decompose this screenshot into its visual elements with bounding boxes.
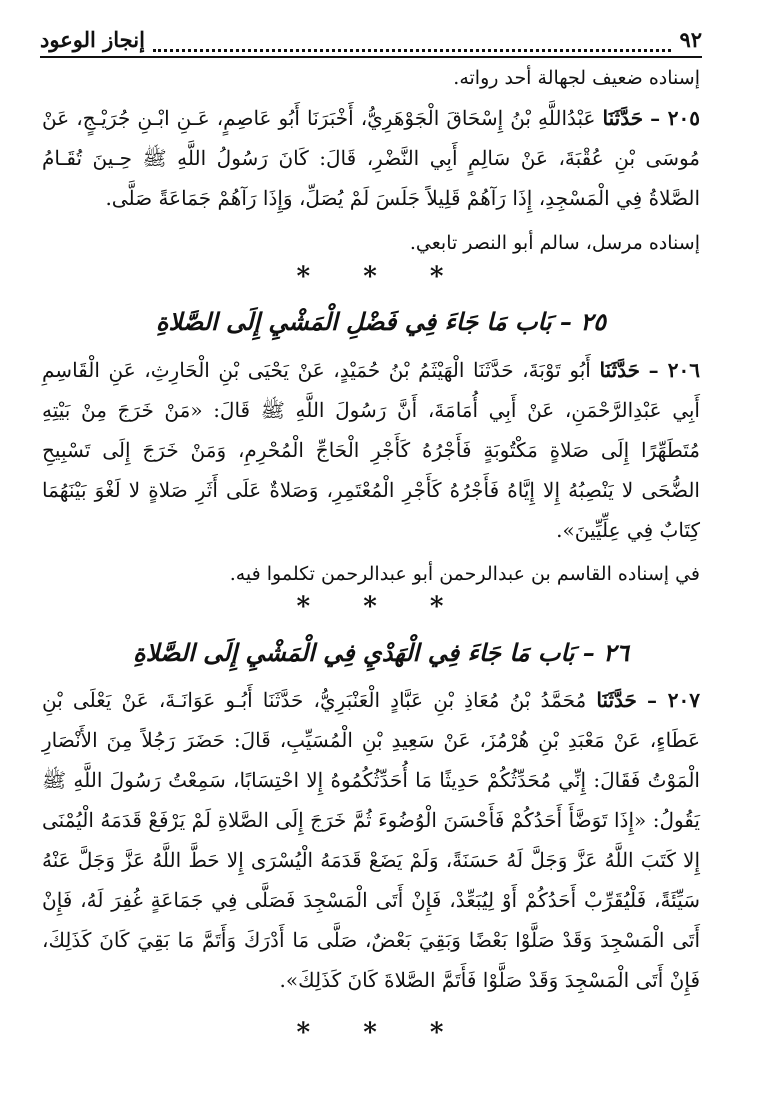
separator-stars-3: * * * bbox=[296, 1018, 466, 1048]
page-header bbox=[40, 18, 702, 52]
hadith-205-text bbox=[42, 98, 700, 218]
hadith-207-body: مُحَمَّدُ بْنُ مُعَاذِ بْنِ عَبَّادٍ الْعَنْبَرِيُّ، حَدَّثَنَا أَبُـو عَوَانَـةَ، عَنْ يَعْلَى بْنِ عَطَاءٍ، عَنْ مَعْبَدِ بْنِ هُرْمُزَ، عَنْ سَعِيدِ بْنِ الْمُسَيِّبِ، قَالَ: حَضَرَ رَجُلاً مِنَ الأَنْصَارِ الْمَوْتُ فَقَالَ: إِنِّي مُحَدِّثُكُمْ حَدِيثًا مَا أُحَدِّثُكُمُوهُ إِلا احْتِسَابًا، سَمِعْتُ رَسُولَ اللَّهِ ﷺ يَقُولُ: «إِذَا تَوَضَّأَ أَحَدُكُمْ فَأَحْسَنَ الْوُضُوءَ ثُمَّ خَرَجَ إِلَى الصَّلاةِ لَمْ يَرْفَعْ قَدَمَهُ الْيُمْنَى إِلا كَتَبَ اللَّهُ عَزَّ وَجَلَّ لَهُ حَسَنَةً، وَلَمْ يَضَعْ قَدَمَهُ الْيُسْرَى إِلا حَطَّ اللَّهُ عَزَّ وَجَلَّ عَنْهُ سَيِّئَةً، فَلْيُقَرِّبْ أَحَدُكُمْ أَوْ لِيُبَعِّدْ، فَإِنْ أَتَى الْمَسْجِدَ فَصَلَّى فِي جَمَاعَةٍ غُفِرَ لَهُ، فَإِنْ أَتَى الْمَسْجِدَ وَقَدْ صَلَّوْا بَعْضًا وَبَقِيَ بَعْضٌ، صَلَّى مَا أَدْرَكَ وَأَتَمَّ مَا بَقِيَ كَانَ كَذَلِكَ، فَإِنْ أَتَى الْمَسْجِدَ وَقَدْ صَلَّوْا فَأَتَمَّ الصَّلاةَ كَانَ كَذَلِكَ». bbox=[42, 688, 700, 992]
hadith-207-lead: حَدَّثَنَا bbox=[596, 688, 637, 712]
running-title: إنجاز الوعود bbox=[40, 27, 145, 52]
note-206: في إسناده القاسم بن عبدالرحمن أبو عبدالرحمن تكلموا فيه. bbox=[229, 563, 700, 585]
hadith-207-number: ٢٠٧ – bbox=[647, 688, 700, 712]
hadith-206 bbox=[42, 350, 700, 550]
page-number: ٩٢ bbox=[679, 27, 702, 52]
note-205: إسناده مرسل، سالم أبو النصر تابعي. bbox=[409, 232, 700, 254]
hadith-205-number: ٢٠٥ – bbox=[650, 106, 701, 130]
note-top: إسناده ضعيف لجهالة أحد رواته. bbox=[453, 67, 700, 89]
separator-stars-2: * * * bbox=[296, 592, 466, 622]
hadith-206-number: ٢٠٦ – bbox=[648, 358, 701, 382]
separator-stars-1: * * * bbox=[296, 262, 466, 292]
hadith-205-body: عَبْدُاللَّهِ بْنُ إِسْحَاقَ الْجَوْهَرِيُّ، أَخْبَرَنَا أَبُو عَاصِمٍ، عَـنِ ابْـنِ جُرَيْـجٍ، عَنْ مُوسَى بْنِ عُقْبَةَ، عَنْ سَالِمٍ أَبِي النَّضْرِ، قَالَ: كَانَ رَسُولُ اللَّهِ ﷺ حِـينَ تُقَـامُ الصَّلاةُ فِي الْمَسْجِدِ، إِذَا رَآهُمْ قَلِيلاً جَلَسَ لَمْ يُصَلِّ، وَإِذَا رَآهُمْ جَمَاعَةً صَلَّى. bbox=[42, 106, 701, 210]
hadith-206-lead: حَدَّثَنَا bbox=[599, 358, 640, 382]
hadith-207-text bbox=[42, 680, 700, 1000]
chapter-26-heading: ٢٦ – بَاب مَا جَاءَ فِي الْهَدْيِ فِي الْمَشْيِ إِلَى الصَّلاةِ bbox=[133, 638, 629, 667]
hadith-205-lead: حَدَّثَنَا bbox=[602, 106, 644, 130]
hadith-207 bbox=[42, 680, 700, 1000]
chapter-25-heading: ٢٥ – بَاب مَا جَاءَ فِي فَضْلِ الْمَشْيِ إِلَى الصَّلاةِ bbox=[155, 307, 607, 336]
hadith-205 bbox=[42, 98, 700, 218]
header-dot-leader bbox=[153, 37, 672, 52]
hadith-206-text bbox=[42, 350, 700, 550]
hadith-206-body: أَبُو تَوْبَةَ، حَدَّثَنَا الْهَيْثَمُ بْنُ حُمَيْدٍ، عَنْ يَحْيَى بْنِ الْحَارِثِ، عَنِ الْقَاسِمِ أَبِي عَبْدِالرَّحْمَنِ، عَنْ أَبِي أُمَامَةَ، أَنَّ رَسُولَ اللَّهِ ﷺ قَالَ: «مَنْ خَرَجَ مِنْ بَيْتِهِ مُتَطَهِّرًا إِلَى صَلاةٍ مَكْتُوبَةٍ فَأَجْرُهُ كَأَجْرِ الْحَاجِّ الْمُحْرِمِ، وَمَنْ خَرَجَ إِلَى تَسْبِيحِ الضُّحَى لا يَنْصِبُهُ إِلا إِيَّاهُ فَأَجْرُهُ كَأَجْرِ الْمُعْتَمِرِ، وَصَلاةٌ عَلَى أَثَرِ صَلاةٍ لا لَغْوَ بَيْنَهُمَا كِتَابٌ فِي عِلِّيِّينَ». bbox=[42, 358, 700, 542]
header-rule bbox=[40, 56, 702, 58]
